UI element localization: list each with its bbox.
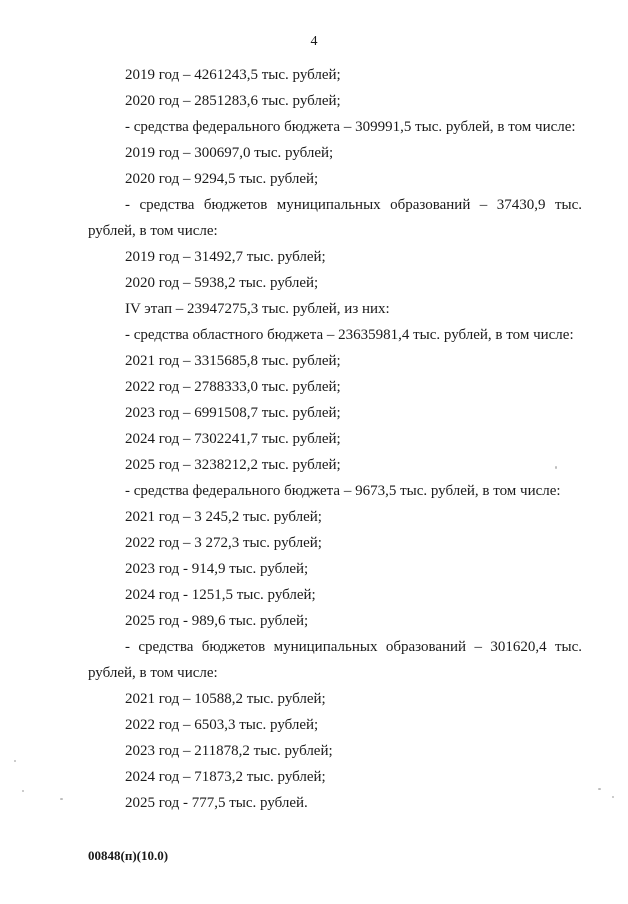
scan-speck bbox=[60, 798, 63, 800]
text-line: 2022 год – 3 272,3 тыс. рублей; bbox=[125, 535, 322, 551]
scan-speck bbox=[598, 788, 601, 790]
text-line: 2023 год – 211878,2 тыс. рублей; bbox=[125, 743, 333, 759]
text-line: 2020 год – 2851283,6 тыс. рублей; bbox=[125, 93, 341, 109]
scan-speck bbox=[22, 790, 24, 792]
document-code: 00848(п)(10.0) bbox=[88, 848, 169, 863]
text-line: рублей, в том числе: bbox=[88, 223, 218, 239]
text-line: 2021 год – 3315685,8 тыс. рублей; bbox=[125, 353, 341, 369]
text-line: 2019 год – 300697,0 тыс. рублей; bbox=[125, 145, 334, 161]
text-line: - средства бюджетов муниципальных образований – 37430,9 тыс. bbox=[125, 197, 582, 213]
text-line: 2019 год – 4261243,5 тыс. рублей; bbox=[125, 67, 341, 83]
text-line: 2024 год – 71873,2 тыс. рублей; bbox=[125, 769, 326, 785]
text-line: 2022 год – 2788333,0 тыс. рублей; bbox=[125, 379, 341, 395]
text-line: 2025 год - 989,6 тыс. рублей; bbox=[125, 613, 309, 629]
text-line: 2021 год – 3 245,2 тыс. рублей; bbox=[125, 509, 322, 525]
page-number: 4 bbox=[310, 34, 318, 49]
text-line: IV этап – 23947275,3 тыс. рублей, из них: bbox=[125, 301, 390, 317]
text-line: 2025 год – 3238212,2 тыс. рублей; bbox=[125, 457, 341, 473]
text-line: 2021 год – 10588,2 тыс. рублей; bbox=[125, 691, 326, 707]
text-line: 2020 год – 9294,5 тыс. рублей; bbox=[125, 171, 319, 187]
text-line: 2023 год - 914,9 тыс. рублей; bbox=[125, 561, 309, 577]
text-line: 2020 год – 5938,2 тыс. рублей; bbox=[125, 275, 319, 291]
text-line: 2022 год – 6503,3 тыс. рублей; bbox=[125, 717, 319, 733]
text-line: - средства федерального бюджета – 309991,5 тыс. рублей, в том числе: bbox=[125, 119, 576, 135]
text-line: - средства федерального бюджета – 9673,5 тыс. рублей, в том числе: bbox=[125, 483, 561, 499]
text-line: 2025 год - 777,5 тыс. рублей. bbox=[125, 795, 308, 811]
text-line: рублей, в том числе: bbox=[88, 665, 218, 681]
text-line: - средства бюджетов муниципальных образований – 301620,4 тыс. bbox=[125, 639, 582, 655]
document-body bbox=[88, 62, 582, 816]
text-line: 2024 год - 1251,5 тыс. рублей; bbox=[125, 587, 316, 603]
text-line: 2019 год – 31492,7 тыс. рублей; bbox=[125, 249, 326, 265]
text-line: - средства областного бюджета – 23635981,4 тыс. рублей, в том числе: bbox=[125, 327, 574, 343]
scan-speck bbox=[14, 760, 16, 762]
text-line: 2024 год – 7302241,7 тыс. рублей; bbox=[125, 431, 341, 447]
text-line: 2023 год – 6991508,7 тыс. рублей; bbox=[125, 405, 341, 421]
scan-speck bbox=[555, 466, 557, 469]
scan-speck bbox=[612, 796, 614, 798]
